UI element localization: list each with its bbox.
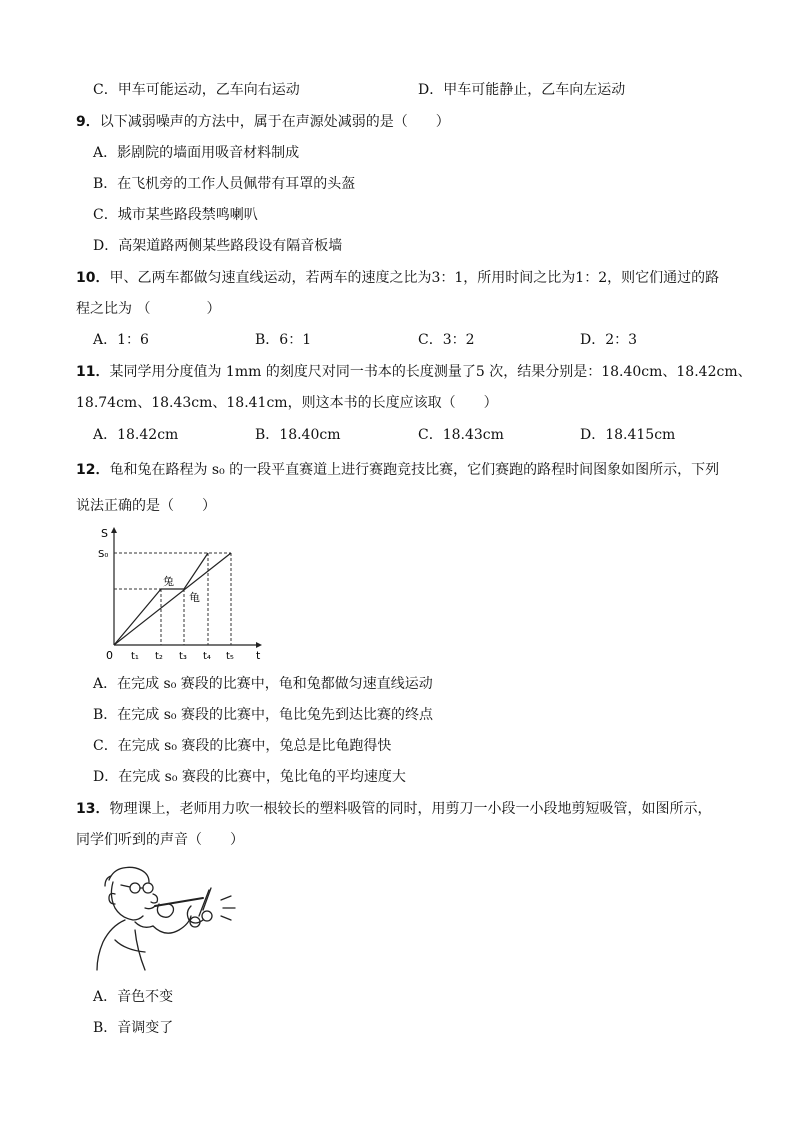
- q12-option-d: D．在完成 s₀ 赛段的比赛中，兔比龟的平均速度大: [93, 769, 406, 785]
- question-number: 10．: [76, 270, 110, 286]
- q13-stem-line1: [76, 799, 711, 819]
- question-text: 龟和兔在路程为 s₀ 的一段平直赛道上进行赛跑竞技比赛，它们赛跑的路程时间图象如图所示，下列: [109, 462, 720, 478]
- turtle-label: 龟: [189, 591, 200, 604]
- teacher-blowing-straw-illustration: [95, 860, 245, 975]
- origin-label: 0: [106, 649, 113, 662]
- q10-option-a: A．1：6: [93, 332, 149, 348]
- y-tick-s0: S₀: [98, 549, 109, 560]
- turtle-line: [114, 553, 231, 645]
- q8-option-d: D．甲车可能静止，乙车向左运动: [418, 82, 626, 98]
- q9-stem: [76, 112, 450, 132]
- q11-option-a: A．18.42cm: [93, 427, 179, 443]
- q10-option-b: B．6：1: [255, 332, 312, 348]
- q11-stem-line1: [76, 362, 752, 382]
- q9-option-d: D．高架道路两侧某些路段设有隔音板墙: [93, 238, 343, 254]
- q9-option-c: C．城市某些路段禁鸣喇叭: [93, 207, 258, 223]
- q12-stem-line1: [76, 460, 719, 480]
- distance-time-graph: [96, 525, 266, 665]
- x-axis-label: t: [256, 649, 261, 662]
- question-number: 13．: [76, 801, 110, 817]
- q12-option-c: C．在完成 s₀ 赛段的比赛中，兔总是比龟跑得快: [93, 738, 392, 754]
- q9-option-a: A．影剧院的墙面用吸音材料制成: [93, 145, 300, 161]
- q10-option-d: D．2：3: [580, 332, 638, 348]
- y-axis-label: S: [101, 527, 108, 540]
- q9-option-b: B．在飞机旁的工作人员佩带有耳罩的头盔: [93, 176, 356, 192]
- question-number: 12．: [76, 462, 110, 478]
- q13-option-b: B．音调变了: [93, 1020, 174, 1036]
- q13-option-a: A．音色不变: [93, 989, 174, 1005]
- x-tick-t4: t₄: [203, 651, 211, 662]
- q11-option-b: B．18.40cm: [255, 427, 341, 443]
- q10-stem-line1: [76, 268, 719, 288]
- q12-option-b: B．在完成 s₀ 赛段的比赛中，龟比兔先到达比赛的终点: [93, 707, 433, 723]
- q11-option-c: C．18.43cm: [418, 427, 504, 443]
- x-tick-t3: t₃: [179, 651, 187, 662]
- y-axis-arrow: [111, 527, 117, 533]
- question-number: 11．: [76, 364, 110, 380]
- question-text: 甲、乙两车都做匀速直线运动，若两车的速度之比为3：1，所用时间之比为1：2，则它们通过的路: [109, 270, 720, 286]
- x-tick-t1: t₁: [131, 651, 139, 662]
- q11-option-d: D．18.415cm: [580, 427, 676, 443]
- question-text: 以下减弱噪声的方法中，属于在声源处减弱的是（ ）: [99, 114, 450, 130]
- question-text: 某同学用分度值为 1mm 的刻度尺对同一书本的长度测量了5 次，结果分别是：18.40cm、18.42cm、: [109, 364, 752, 380]
- q13-stem-line2: 同学们听到的声音（ ）: [76, 832, 244, 848]
- x-tick-t2: t₂: [155, 651, 163, 662]
- q8-option-c: C．甲车可能运动，乙车向右运动: [93, 82, 300, 98]
- x-axis-arrow: [256, 642, 262, 648]
- q10-stem-line2: 程之比为 （ ）: [76, 301, 221, 317]
- q12-stem-line2: 说法正确的是（ ）: [76, 498, 216, 514]
- x-tick-t5: t₅: [226, 651, 234, 662]
- rabbit-label: 兔: [163, 575, 174, 588]
- q10-option-c: C．3：2: [418, 332, 475, 348]
- question-text: 物理课上，老师用力吹一根较长的塑料吸管的同时，用剪刀一小段一小段地剪短吸管，如图所示，: [109, 801, 712, 817]
- question-number: 9．: [76, 114, 100, 130]
- q11-stem-line2: 18.74cm、18.43cm、18.41cm，则这本书的长度应该取（ ）: [76, 395, 498, 411]
- q12-option-a: A．在完成 s₀ 赛段的比赛中，龟和兔都做匀速直线运动: [93, 676, 433, 692]
